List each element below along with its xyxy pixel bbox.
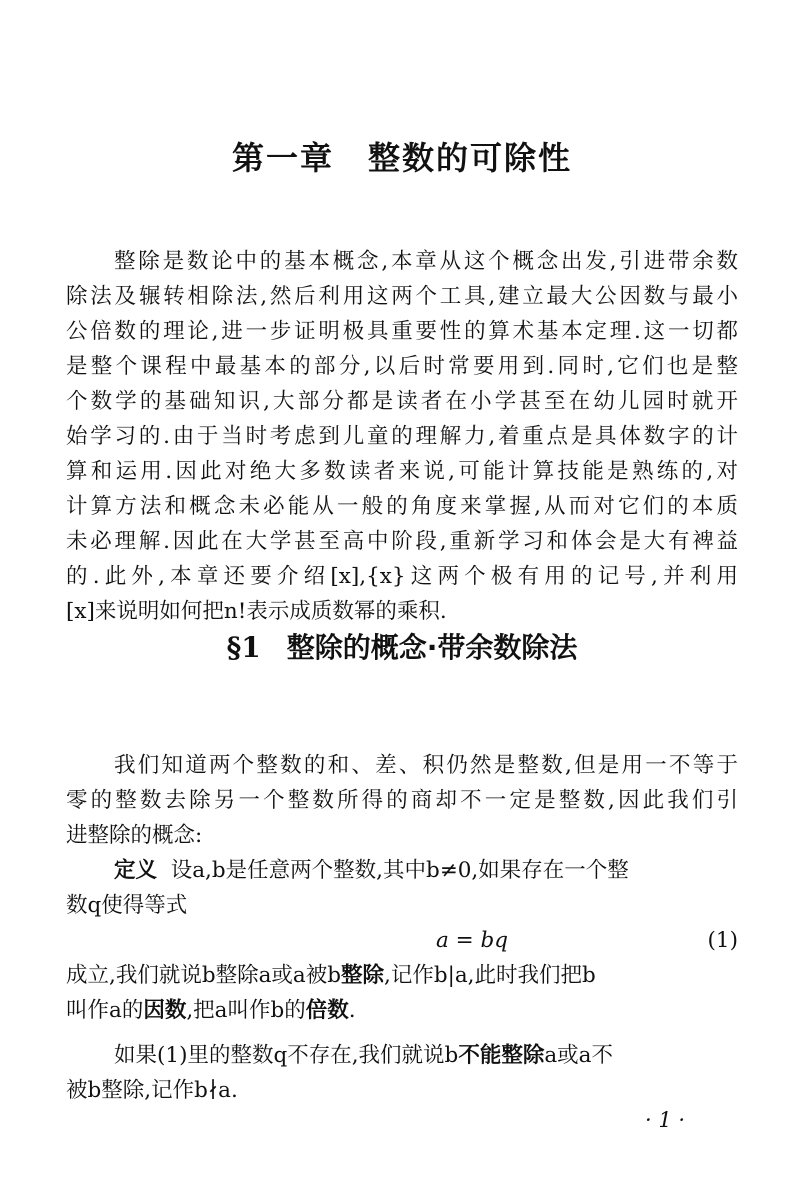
chapter-title: 第一章 整数的可除性 xyxy=(231,139,572,177)
section-heading xyxy=(0,626,804,666)
body-line: 我们知道两个整数的和、差、积仍然是整数,但是用一不等于 xyxy=(114,753,738,778)
page-number: · 1 · xyxy=(645,1108,686,1132)
term-divisible: 整除 xyxy=(341,963,385,988)
definition-line xyxy=(114,855,738,887)
definition-text: 设a,b是任意两个整数,其中b≠0,如果存在一个整 xyxy=(170,858,629,883)
body-line: 零的整数去除另一个整数所得的商却不一定是整数,因此我们引 xyxy=(66,788,738,813)
text-run: ,记作b|a,此时我们把b xyxy=(384,963,596,988)
intro-line: 的.此外,本章还要介绍[x],{x}这两个极有用的记号,并利用 xyxy=(66,564,738,589)
equation-row xyxy=(66,925,738,957)
intro-line: 整除是数论中的基本概念,本章从这个概念出发,引进带余数 xyxy=(114,249,738,274)
intro-line: 未必理解.因此在大学甚至高中阶段,重新学习和体会是大有裨益 xyxy=(66,529,738,554)
intro-line: 是整个课程中最基本的部分,以后时常要用到.同时,它们也是整 xyxy=(66,354,738,379)
intro-line: 计算方法和概念未必能从一般的角度来掌握,从而对它们的本质 xyxy=(66,494,738,519)
section-title: 整除的概念·带余数除法 xyxy=(286,631,578,664)
intro-line: 始学习的.由于当时考虑到儿童的理解力,着重点是具体数字的计 xyxy=(66,424,738,449)
body-line: 进整除的概念: xyxy=(66,823,203,848)
text-run: 成立,我们就说b整除a或a被b xyxy=(66,963,341,988)
text-run: 如果(1)里的整数q不存在,我们就说b xyxy=(114,1043,459,1068)
term-not-divisible: 不能整除 xyxy=(458,1043,545,1068)
term-multiple: 倍数 xyxy=(305,998,349,1023)
intro-line: 算和运用.因此对绝大多数读者来说,可能计算技能是熟练的,对 xyxy=(66,459,738,484)
definition-line: 数q使得等式 xyxy=(66,893,188,918)
text-run: 叫作a的 xyxy=(66,998,144,1023)
definition-label: 定义 xyxy=(114,858,158,883)
equation: a = bq xyxy=(436,928,509,953)
text-run: . xyxy=(348,998,356,1023)
text-run: a或a不 xyxy=(544,1043,613,1068)
intro-line: 个数学的基础知识,大部分都是读者在小学甚至在幼儿园时就开 xyxy=(66,389,738,414)
text-run: ,把a叫作b的 xyxy=(186,998,306,1023)
definition-line xyxy=(66,960,738,992)
definition-line xyxy=(66,995,738,1027)
intro-line: 公倍数的理论,进一步证明极具重要性的算术基本定理.这一切都 xyxy=(66,319,738,344)
body-line: 被b整除,记作b∤a. xyxy=(66,1078,238,1103)
intro-line: [x]来说明如何把n!表示成质数幂的乘积. xyxy=(66,599,447,624)
intro-line: 除法及辗转相除法,然后利用这两个工具,建立最大公因数与最小 xyxy=(66,284,738,309)
equation-number: (1) xyxy=(707,928,738,953)
body-line xyxy=(114,1040,738,1072)
term-factor: 因数 xyxy=(143,998,187,1023)
section-number: §1 xyxy=(226,631,261,664)
